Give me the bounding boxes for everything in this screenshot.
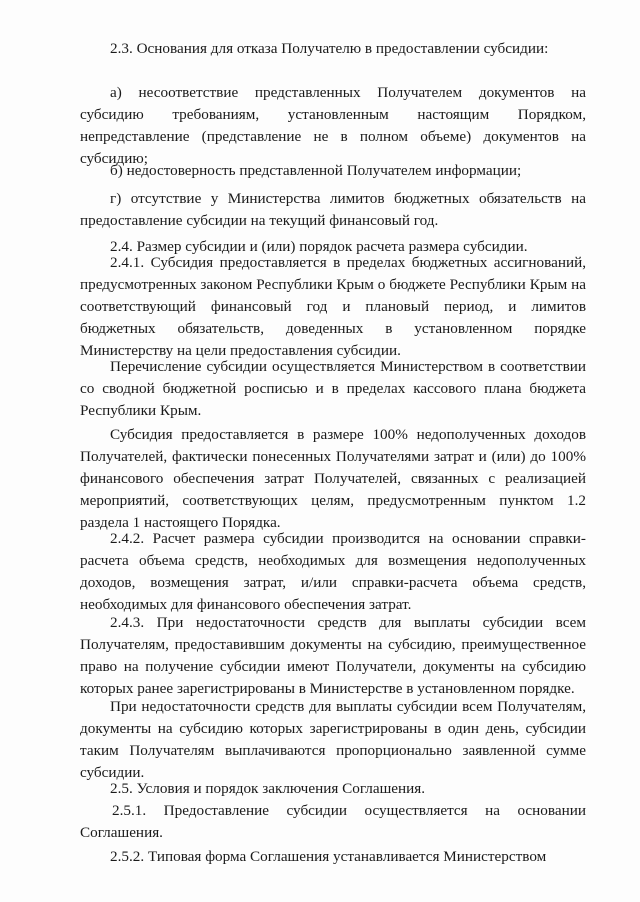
clause-2-5-2-paragraph: 2.5.2. Типовая форма Соглашения устанавливается Министерством — [110, 848, 547, 865]
subsidy-size-paragraph: Субсидия предоставляется в размере 100% недополученных доходов Получателей, фактически понесенных Получателями затрат и (или) до 100% финансового обеспечения затрат Получателей, связанных с реализацией мероприятий, соответствующих целям, предусмотренным пунктом 1.2 раздела 1 настоящего Порядка. — [80, 426, 586, 531]
transfer-paragraph: Перечисление субсидии осуществляется Министерством в соответствии со сводной бюджетной росписью и в пределах кассового плана бюджета Республики Крым. — [80, 358, 586, 419]
clause-2-4-2-paragraph: 2.4.2. Расчет размера субсидии производится на основании справки-расчета объема средств, необходимых для возмещения недополученных доходов, возмещения затрат, и/или справки-расчета объема средств, необходимых для финансового обеспечения затрат. — [80, 530, 586, 613]
clause-2-4-1-paragraph: 2.4.1. Субсидия предоставляется в пределах бюджетных ассигнований, предусмотренных законом Республики Крым о бюджете Республики Крым на соответствующий финансовый год и плановый период, и лимитов бюджетных обязательств, доведенных в установленном порядке Министерству на цели предоставления субсидии. — [80, 254, 586, 359]
section-2-3-heading: 2.3. Основания для отказа Получателю в предоставлении субсидии: — [110, 40, 549, 57]
section-2-5-heading: 2.5. Условия и порядок заключения Соглашения. — [110, 780, 426, 797]
insufficient-funds-paragraph: При недостаточности средств для выплаты субсидии всем Получателям, документы на субсидию которых зарегистрированы в один день, субсидии таким Получателям выплачиваются пропорционально заявленной сумме субсидии. — [80, 698, 586, 781]
item-g-paragraph: г) отсутствие у Министерства лимитов бюджетных обязательств на предоставление субсидии на текущий финансовый год. — [80, 190, 586, 229]
clause-2-4-3-paragraph: 2.4.3. При недостаточности средств для выплаты субсидии всем Получателям, предоставившим документы на субсидию, преимущественное право на получение субсидии имеют Получатели, документы на субсидию которых ранее зарегистрированы в Министерстве в установленном порядке. — [80, 614, 586, 697]
clause-2-5-1-paragraph: 2.5.1. Предоставление субсидии осуществляется на основании Соглашения. — [80, 802, 586, 841]
item-b-paragraph: б) недостоверность представленной Получателем информации; — [110, 162, 522, 179]
item-a-paragraph: а) несоответствие представленных Получателем документов на субсидию требованиям, установленным настоящим Порядком, непредставление (представление не в полном объеме) документов на субсидию; — [80, 84, 586, 167]
section-2-4-heading: 2.4. Размер субсидии и (или) порядок расчета размера субсидии. — [110, 238, 528, 255]
